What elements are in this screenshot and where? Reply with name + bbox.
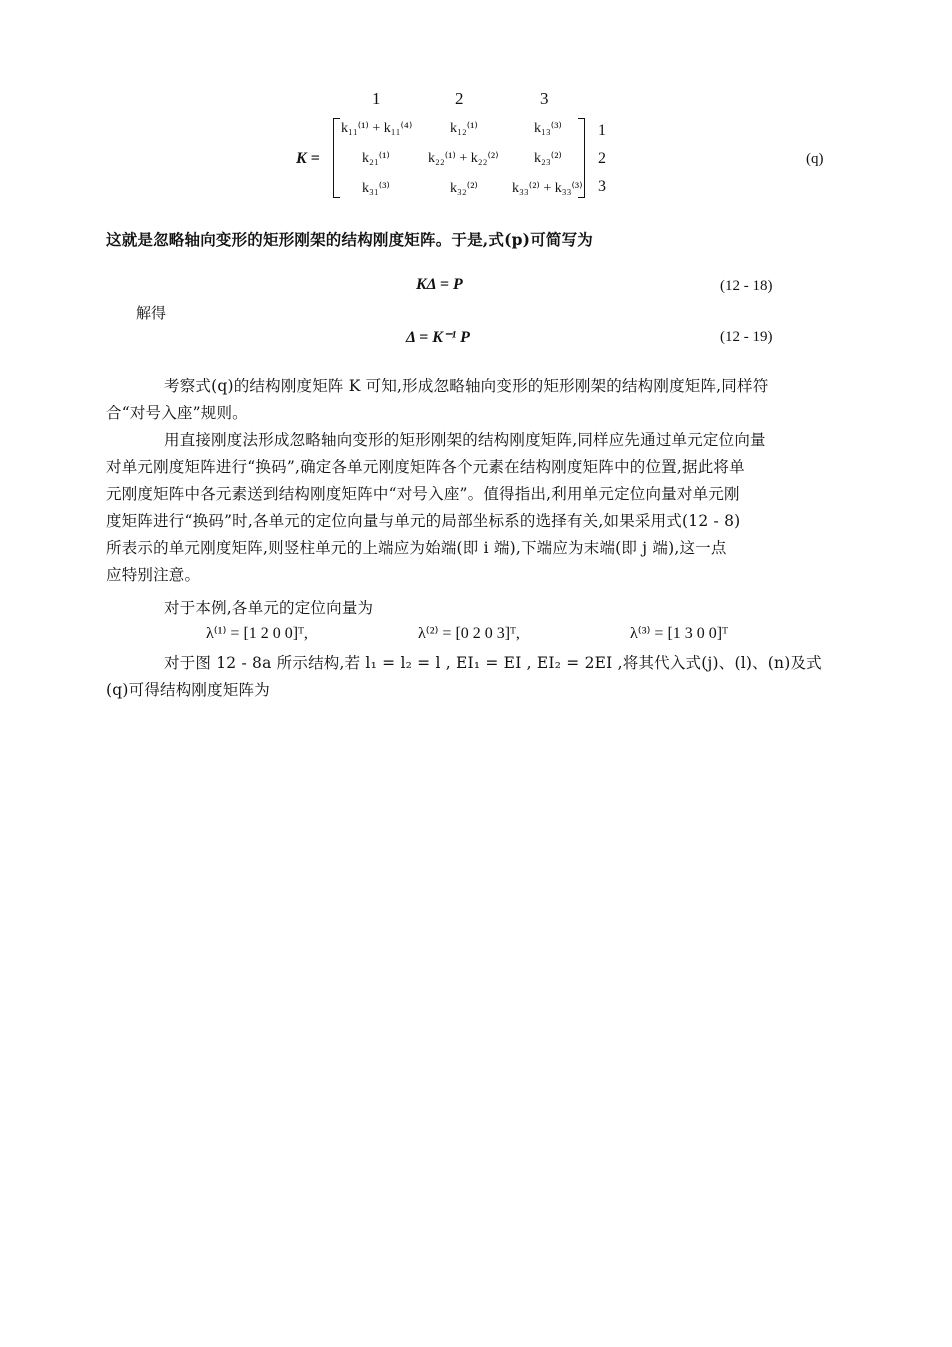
paragraph-2-line-2: 对单元刚度矩阵进行“换码”,确定各单元刚度矩阵各个元素在结构刚度矩阵中的位置,据此将单 [106,458,745,476]
paragraph-4 [106,650,896,704]
matrix-cell-r3c1: k₃₁⁽³⁾ [362,181,390,196]
vector-lambda-1: λ⁽¹⁾ = [1 2 0 0]ᵀ, [206,625,308,642]
matrix-equation-label: (q) [806,151,824,167]
matrix-cell-r3c2: k₃₂⁽²⁾ [450,181,478,196]
matrix-cell-r1c2: k₁₂⁽¹⁾ [450,121,478,136]
matrix-cell-r2c3: k₂₃⁽²⁾ [534,151,562,166]
matrix-col-header-2: 2 [455,89,464,108]
matrix-col-header-1: 1 [372,89,381,108]
paragraph-4-line-2: (q)可得结构刚度矩阵为 [106,681,270,699]
matrix-lhs: K = [296,150,320,167]
paragraph-2 [106,427,886,589]
paragraph-2-line-1: 用直接刚度法形成忽略轴向变形的矩形刚架的结构刚度矩阵,同样应先通过单元定位向量 [164,431,766,449]
solve-word: 解得 [136,304,167,322]
matrix-row-label-2: 2 [598,150,606,167]
paragraph-2-line-6: 应特别注意。 [106,566,201,584]
vector-lambda-3: λ⁽³⁾ = [1 3 0 0]ᵀ [630,625,728,642]
equation-12-18-label: (12 - 18) [720,278,773,294]
equation-12-19-label: (12 - 19) [720,329,773,345]
vector-lambda-2: λ⁽²⁾ = [0 2 0 3]ᵀ, [418,625,520,642]
matrix-cell-r3c3: k₃₃⁽²⁾ + k₃₃⁽³⁾ [512,181,583,196]
paragraph-1-line-1: 考察式(q)的结构刚度矩阵 K 可知,形成忽略轴向变形的矩形刚架的结构刚度矩阵,同样符 [164,377,769,395]
matrix-cell-r1c3: k₁₃⁽³⁾ [534,121,562,136]
equation-12-18: KΔ = P [416,276,463,293]
paragraph-2-line-5: 所表示的单元刚度矩阵,则竖柱单元的上端应为始端(即 i 端),下端应为末端(即 j 端),这一点 [106,539,727,557]
matrix-cell-r2c2: k₂₂⁽¹⁾ + k₂₂⁽²⁾ [428,151,499,166]
paragraph-3: 对于本例,各单元的定位向量为 [164,599,374,617]
paragraph-2-line-4: 度矩阵进行“换码”时,各单元的定位向量与单元的局部坐标系的选择有关,如果采用式(12 - 8) [106,512,741,530]
matrix-cell-r2c1: k₂₁⁽¹⁾ [362,151,390,166]
intro-line: 这就是忽略轴向变形的矩形刚架的结构刚度矩阵。于是,式(p)可简写为 [106,230,594,249]
matrix-col-header-3: 3 [540,89,549,108]
matrix-left-bracket [333,118,340,198]
equation-12-19: Δ = K⁻¹ P [406,329,470,346]
paragraph-4-line-1: 对于图 12 - 8a 所示结构,若 l₁ = l₂ = l , EI₁ = EI , EI₂ = 2EI ,将其代入式(j)、(l)、(n)及式 [164,654,822,672]
paragraph-2-line-3: 元刚度矩阵中各元素送到结构刚度矩阵中“对号入座”。值得指出,利用单元定位向量对单元刚 [106,485,740,503]
matrix-row-label-1: 1 [598,122,606,139]
matrix-row-label-3: 3 [598,178,606,195]
matrix-cell-r1c1: k₁₁⁽¹⁾ + k₁₁⁽⁴⁾ [341,121,413,136]
paragraph-1-line-2: 合“对号入座”规则。 [106,404,248,422]
paragraph-1 [106,373,886,427]
